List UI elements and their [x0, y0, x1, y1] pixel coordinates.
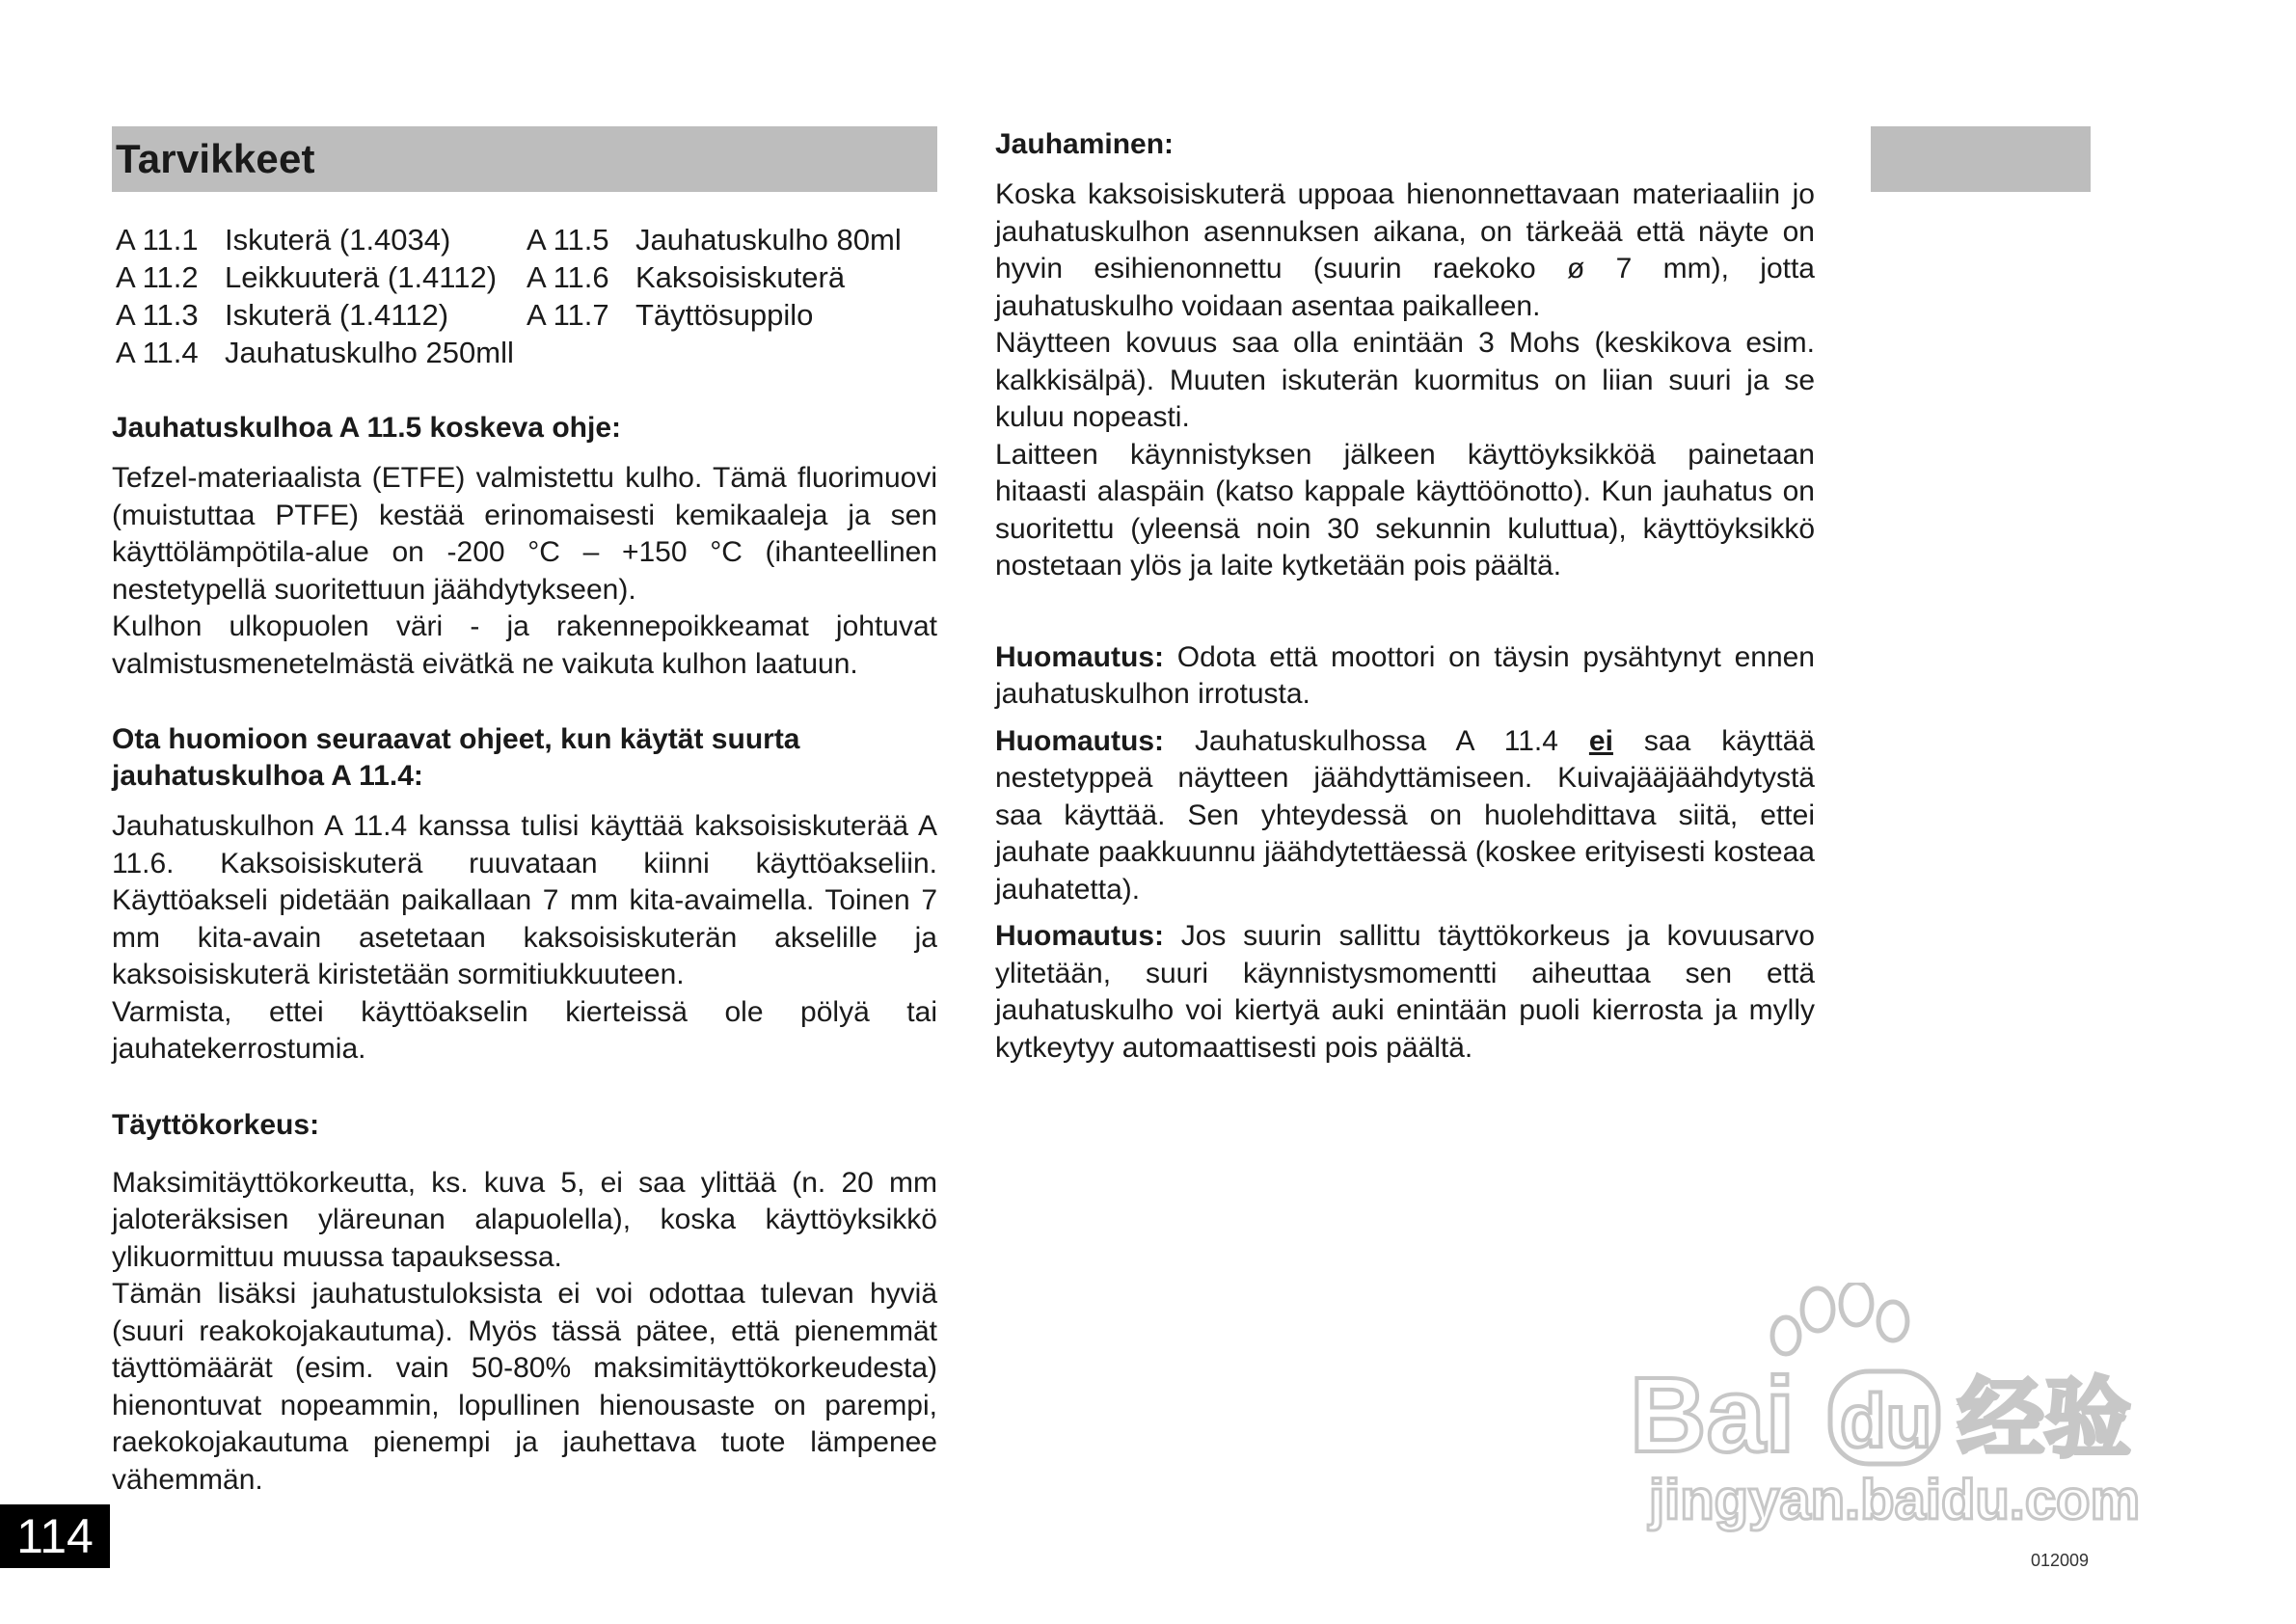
right-column: [995, 126, 1815, 1067]
accessory-name: Leikkuuterä (1.4112): [225, 260, 498, 294]
list-item: [116, 221, 527, 258]
document-code: 012009: [2031, 1551, 2090, 1570]
list-item: [116, 334, 540, 371]
note: [995, 918, 1815, 1067]
note-emphasis: ei: [1588, 724, 1613, 757]
list-item: [527, 296, 937, 334]
accessories-row: [116, 334, 937, 371]
note-text: saa käyttää nestetyppeä näytteen jäähdyttämiseen. Kuivajääjäähdytystä saa käyttää. Sen yhteydessä on huolehdittava siitä, ettei jauhate paakkuunnu jäähdytettäessä (koskee erityisesti kosteaa jauhatetta).: [995, 724, 1815, 906]
paragraph: Tefzel-materiaalista (ETFE) valmistettu kulho. Tämä fluorimuovi (muistuttaa PTFE) kestää erinomaisesti kemikaaleja ja sen käyttölämpötila-alue on -200 °C – +150 °C (ihanteellinen nestetypellä suoritettuun jäähdytykseen).: [112, 462, 937, 606]
accessories-row: [116, 221, 937, 258]
accessory-name: Jauhatuskulho 250mll: [225, 336, 514, 369]
watermark-url: jingyan.baidu.com: [1649, 1469, 2141, 1531]
section-heading: Täyttökorkeus:: [112, 1108, 320, 1141]
accessories-row: [116, 258, 937, 296]
accessories-row: [116, 296, 937, 334]
paragraph: Näytteen kovuus saa olla enintään 3 Mohs (keskikova esim. kalkkisälpä). Muuten iskuterän kuormitus on liian suuri ja se kuluu nopeasti.: [995, 327, 1815, 433]
note: [995, 639, 1815, 714]
section-heading: Ota huomioon seuraavat ohjeet, kun käytät suurta jauhatuskulhoa A 11.4:: [112, 723, 800, 792]
watermark-brand: Bai: [1630, 1356, 1796, 1475]
note: [995, 723, 1815, 909]
page-title: Tarvikkeet: [116, 136, 315, 181]
section-heading: Jauhatuskulhoa A 11.5 koskeva ohje:: [112, 412, 621, 444]
paragraph: Maksimitäyttökorkeutta, ks. kuva 5, ei saa ylittää (n. 20 mm jaloteräksisen yläreunan alapuolella), koska käyttöyksikkö ylikuormittuu muussa tapauksessa.: [112, 1166, 937, 1273]
section-heading: Jauhaminen:: [995, 128, 1175, 160]
accessory-code: A 11.1: [116, 223, 199, 257]
note-text: Jos suurin sallittu täyttökorkeus ja kovuusarvo ylitetään, suuri käynnistysmomentti aiheuttaa sen että jauhatuskulho voi kiertyä auki enintään puoli kierrosta ja mylly kytkeytyy automaattisesti pois päältä.: [995, 920, 1815, 1064]
section-fill-level: [112, 1107, 937, 1500]
note-text: Odota että moottori on täysin pysähtynyt ennen jauhatuskulhon irrotusta.: [995, 640, 1815, 710]
baidu-watermark: [1620, 1283, 2160, 1543]
accessories-list: [116, 221, 937, 371]
accessory-code: A 11.3: [116, 298, 199, 332]
paragraph: Koska kaksoisiskuterä uppoaa hienonnettavaan materiaaliin jo jauhatuskulhon asennuksen aikana, on tärkeää että näyte on hyvin esihienonnettu (suurin raekoko ø 7 mm), jotta jauhatuskulho voidaan asentaa paikalleen.: [995, 178, 1815, 322]
accessory-code: A 11.2: [116, 260, 199, 294]
accessory-name: Kaksoisiskuterä: [635, 260, 846, 294]
paragraph: Tämän lisäksi jauhatustuloksista ei voi odottaa tulevan hyviä (suuri reakokojakautuma). Myös tässä pätee, että pienemmät täyttömäärät (esim. vain 50-80% maksimitäyttökorkeudesta) hienontuvat nopeammin, lopullinen hienousaste on parempi, raekokojakautuma pienempi ja jauhettava tuote lämpenee vähemmän.: [112, 1278, 937, 1496]
list-item: [527, 258, 937, 296]
section-bowl-a115: [112, 410, 937, 683]
note-label: Huomautus:: [995, 640, 1164, 673]
paw-logo-icon: [1772, 1283, 1907, 1354]
accessory-name: Iskuterä (1.4112): [225, 298, 449, 332]
header-bar-right: [1871, 126, 2091, 192]
accessory-code: A 11.6: [527, 260, 609, 294]
note-label: Huomautus:: [995, 920, 1164, 952]
list-item: [527, 221, 937, 258]
paragraph: Varmista, ettei käyttöakselin kierteissä ole pölyä tai jauhatekerrostumia.: [112, 995, 937, 1065]
accessory-name: Täyttösuppilo: [635, 298, 814, 332]
note-text: Jauhatuskulhossa A 11.4: [1194, 724, 1558, 757]
watermark-cn: 经验: [1958, 1368, 2131, 1470]
watermark-brand-2: du: [1840, 1378, 1932, 1463]
page-number: 114: [0, 1504, 110, 1568]
list-item: [116, 258, 527, 296]
paragraph: Laitteen käynnistyksen jälkeen käyttöyksikköä painetaan hitaasti alaspäin (katso kappale käyttöönotto). Kun jauhatus on suoritettu (yleensä noin 30 sekunnin kuluttua), käyttöyksikkö nostetaan ylös ja laite kytketään pois päältä.: [995, 438, 1815, 582]
paragraph: Jauhatuskulhon A 11.4 kanssa tulisi käyttää kaksoisiskuterää A 11.6. Kaksoisiskuterä ruuvataan kiinni käyttöakseliin. Käyttöakseli pidetään paikallaan 7 mm kita-avaimella. Toinen 7 mm kita-avain asetetaan kaksoisiskuterän akselille ja kaksoisiskuterä kiristetään sormitiukkuuteen.: [112, 810, 937, 990]
list-item: [116, 296, 527, 334]
accessory-name: Jauhatuskulho 80ml: [635, 223, 902, 257]
accessory-name: Iskuterä (1.4034): [225, 223, 451, 257]
accessory-code: A 11.5: [527, 223, 609, 257]
section-large-bowl: [112, 721, 937, 1069]
note-label: Huomautus:: [995, 724, 1164, 757]
left-column: [112, 126, 937, 1499]
paragraph: Kulhon ulkopuolen väri - ja rakennepoikkeamat johtuvat valmistusmenetelmästä eivätkä ne vaikuta kulhon laatuun.: [112, 610, 937, 680]
accessory-code: A 11.4: [116, 336, 199, 369]
accessory-code: A 11.7: [527, 298, 609, 332]
title-bar: [112, 126, 937, 192]
